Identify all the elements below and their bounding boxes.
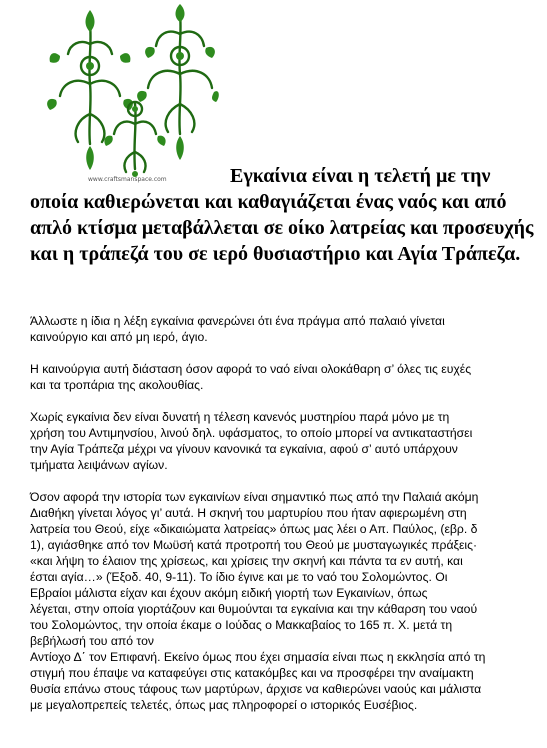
text-line: στιγμή που έπαψε να καταφεύγει στις κατακόμβες και να προσφέρει την αναίμακτη bbox=[30, 666, 474, 680]
text-line: του Σολομώντος, την οποία έκαμε ο Ιούδας ο Μακκαβαίος το 165 π. Χ. μετά τη bbox=[30, 618, 453, 632]
text-line: την Αγία Τράπεζα μέχρι να γίνουν κανονικά τα εγκαίνια, αφού σ’ αυτό υπάρχουν bbox=[30, 442, 458, 456]
text-line: βεβήλωσή του από τον bbox=[30, 634, 154, 648]
body-text bbox=[30, 313, 520, 713]
text-line: έσται αγία…» (Έξοδ. 40, 9-11). Το ίδιο έγινε και με το ναό του Σολομώντος. Οι bbox=[30, 570, 448, 584]
paragraph-4 bbox=[30, 489, 520, 713]
text-line: Εβραίοι μάλιστα είχαν και έχουν ακόμη ειδική γιορτή των Εγκαινίων, όπως bbox=[30, 586, 428, 600]
text-line: «και λήψη το έλαιον της χρίσεως, και χρίσεις την σκηνή και πάντα τα εν αυτή, και bbox=[30, 554, 463, 568]
heading-rest: οποία καθιερώνεται και καθαγιάζεται ένας ναός και από απλό κτίσμα μεταβάλλεται σε οίκο λατρείας και προσευχής και η τράπεζά του σε ιερό θυσιαστήριο και Αγία Τράπεζα. bbox=[30, 191, 534, 265]
text-line: Άλλωστε η ίδια η λέξη εγκαίνια φανερώνει ότι ένα πράγμα από παλαιό γίνεται bbox=[30, 314, 445, 328]
ornament-illustration bbox=[40, 4, 220, 188]
text-line: θυσία επάνω στους τάφους των μαρτύρων, άρχισε να καθιερώνει ναούς και μάλιστα bbox=[30, 682, 482, 696]
lower-flourish bbox=[114, 102, 156, 172]
right-flourish bbox=[148, 14, 212, 134]
text-line: καινούργιο και από μη ιερό, άγιο. bbox=[30, 330, 208, 344]
text-line: Χωρίς εγκαίνια δεν είναι δυνατή η τέλεση κανενός μυστηρίου παρά μόνο με τη bbox=[30, 410, 450, 424]
paragraph-2 bbox=[30, 361, 520, 393]
text-line: 1), αγιάσθηκε από τον Μωϋσή κατά προτροπή του Θεού με μυσταγωγικές πράξεις· bbox=[30, 538, 478, 552]
text-line: Διαθήκη γίνεται λόγος γι’ αυτά. Η σκηνή του μαρτυρίου που ήταν αφιερωμένη στη bbox=[30, 506, 467, 520]
left-flourish bbox=[60, 24, 120, 144]
text-line: και τα τροπάρια της ακολουθίας. bbox=[30, 378, 204, 392]
text-line: με μεγαλοπρεπείς τελετές, όπως μας πληροφορεί ο ιστορικός Ευσέβιος. bbox=[30, 698, 418, 712]
text-line: λατρεία του Θεού, είχε «δικαιώματα λατρείας» όπως μας λέει ο Απ. Παύλος, (εβρ. δ bbox=[30, 522, 478, 536]
image-credit: www.craftsmanspace.com bbox=[88, 176, 167, 183]
heading-paragraph bbox=[30, 163, 535, 267]
text-line: Η καινούργια αυτή διάσταση όσον αφορά το ναό είναι ολοκάθαρη σ’ όλες τις ευχές bbox=[30, 362, 472, 376]
text-line: Όσον αφορά την ιστορία των εγκαινίων είναι σημαντικό πως από την Παλαιά ακόμη bbox=[30, 490, 479, 504]
text-line: χρήση του Αντιμηνσίου, λινού δηλ. υφάσματος, το οποίο μπορεί να αντικαταστήσει bbox=[30, 426, 473, 440]
text-line: τμήματα λειψάνων αγίων. bbox=[30, 458, 168, 472]
paragraph-1 bbox=[30, 313, 520, 345]
paragraph-3 bbox=[30, 409, 520, 473]
heading-first-line: Εγκαίνια είναι η τελετή με την bbox=[230, 165, 491, 187]
text-line: λέγεται, στην οποία γιορτάζουν και θυμούνται τα εγκαίνια και την κάθαρση του ναού bbox=[30, 602, 478, 616]
text-line: Αντίοχο Δ΄ τον Επιφανή. Εκείνο όμως που έχει σημασία είναι πως η εκκλησία από τη bbox=[30, 650, 486, 664]
